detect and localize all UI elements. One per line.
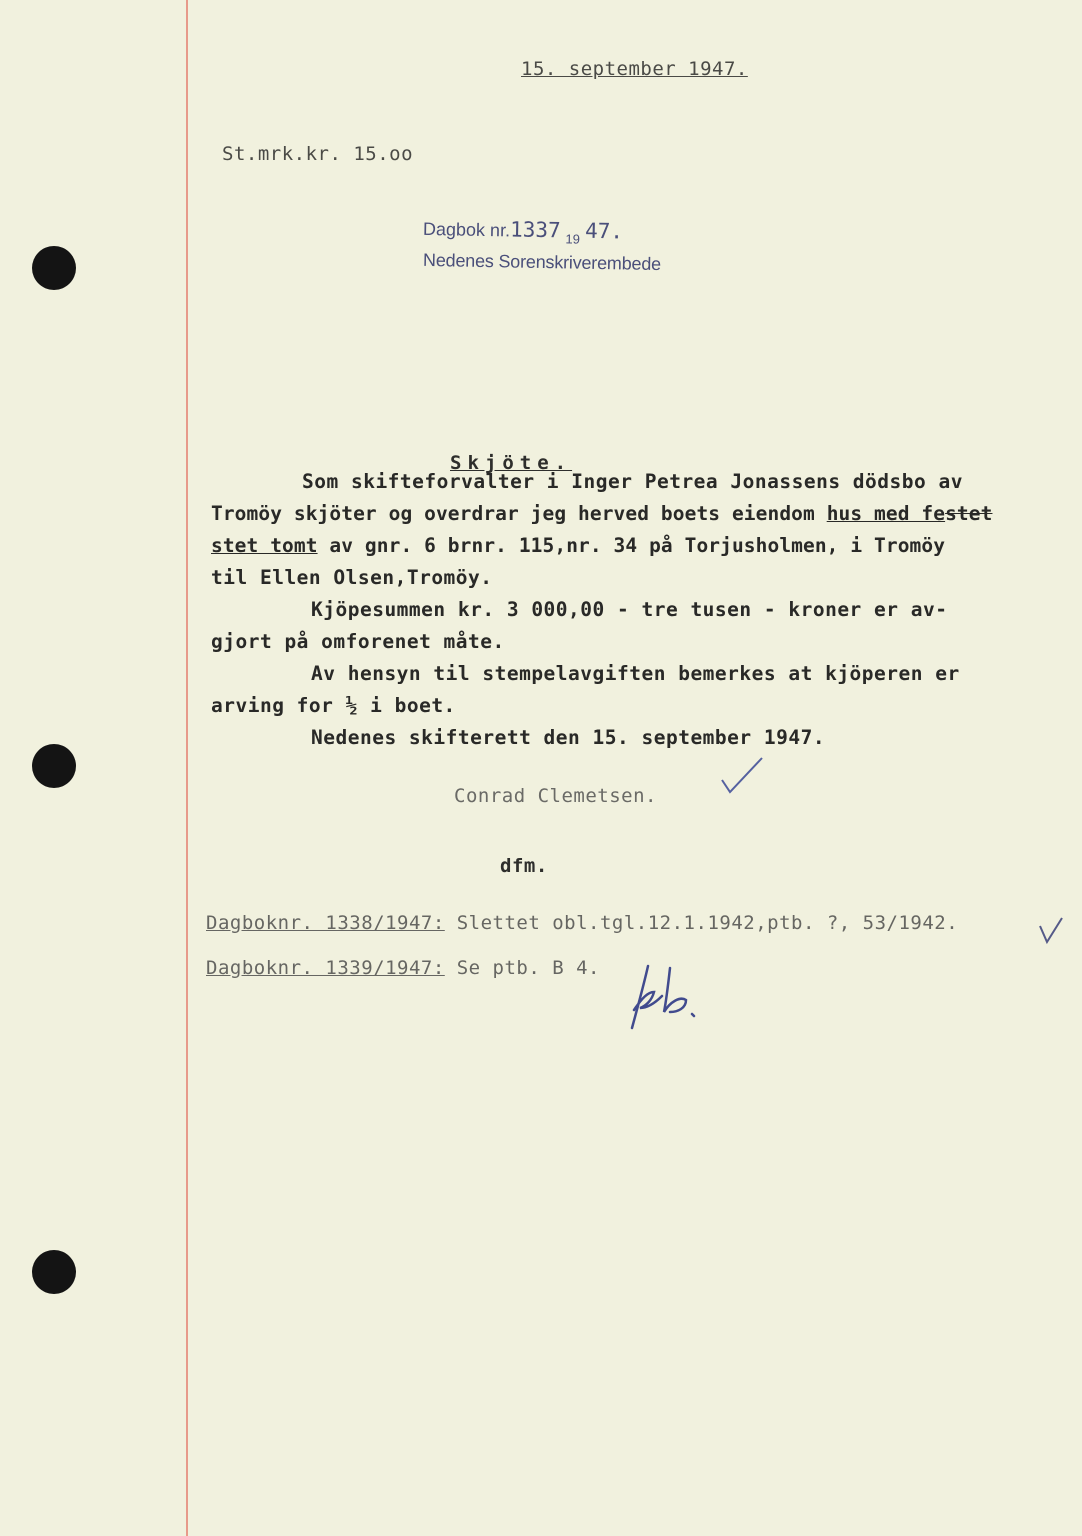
stamp-fee: St.mrk.kr. 15.oo (222, 143, 414, 165)
check-mark-icon (1038, 918, 1064, 946)
stamp-office-line: Nedenes Sorenskriverembede (422, 249, 662, 275)
check-mark-icon (718, 756, 768, 796)
entry-label: Dagboknr. 1339/1947: (206, 957, 445, 979)
punch-hole (32, 744, 76, 788)
body-line-7: Av hensyn til stempelavgiften bemerkes at kjöperen er (311, 662, 960, 685)
body-line-8: arving for ½ i boet. (211, 694, 456, 717)
dfm-note: dfm. (500, 855, 548, 877)
margin-line (186, 0, 188, 1536)
body-line-2: Tromöy skjöter og overdrar jeg herved boets eiendom hus med festet (211, 502, 993, 525)
body-line-4: til Ellen Olsen,Tromöy. (211, 566, 493, 589)
body-line-3: stet tomt av gnr. 6 brnr. 115,nr. 34 på Torjusholmen, i Tromöy (211, 534, 946, 557)
date-header: 15. september 1947. (521, 58, 748, 80)
registry-stamp (423, 218, 661, 273)
stamp-dagbok-line: Dagbok nr.1337 $_{19}$ 47. (422, 217, 624, 247)
entry-1338 (206, 912, 958, 934)
body-line-9: Nedenes skifterett den 15. september 1947. (311, 726, 826, 749)
entry-label: Dagboknr. 1338/1947: (206, 912, 445, 934)
body-line-5: Kjöpesummen kr. 3 000,00 - tre tusen - kroner er av- (311, 598, 948, 621)
entry-1339 (206, 957, 600, 979)
punch-hole (32, 1250, 76, 1294)
body-line-6: gjort på omforenet måte. (211, 630, 505, 653)
punch-hole (32, 246, 76, 290)
document-title: Skjöte. (450, 452, 573, 474)
body-line-1: Som skifteforvalter i Inger Petrea Jonassens dödsbo av (302, 470, 963, 493)
signature-name: Conrad Clemetsen. (454, 785, 657, 807)
entry-text: Se ptb. B 4. (444, 957, 600, 979)
entry-text: Slettet obl.tgl.12.1.1942,ptb. ?, 53/1942. (444, 912, 959, 934)
initials-scribble-icon (626, 962, 706, 1032)
